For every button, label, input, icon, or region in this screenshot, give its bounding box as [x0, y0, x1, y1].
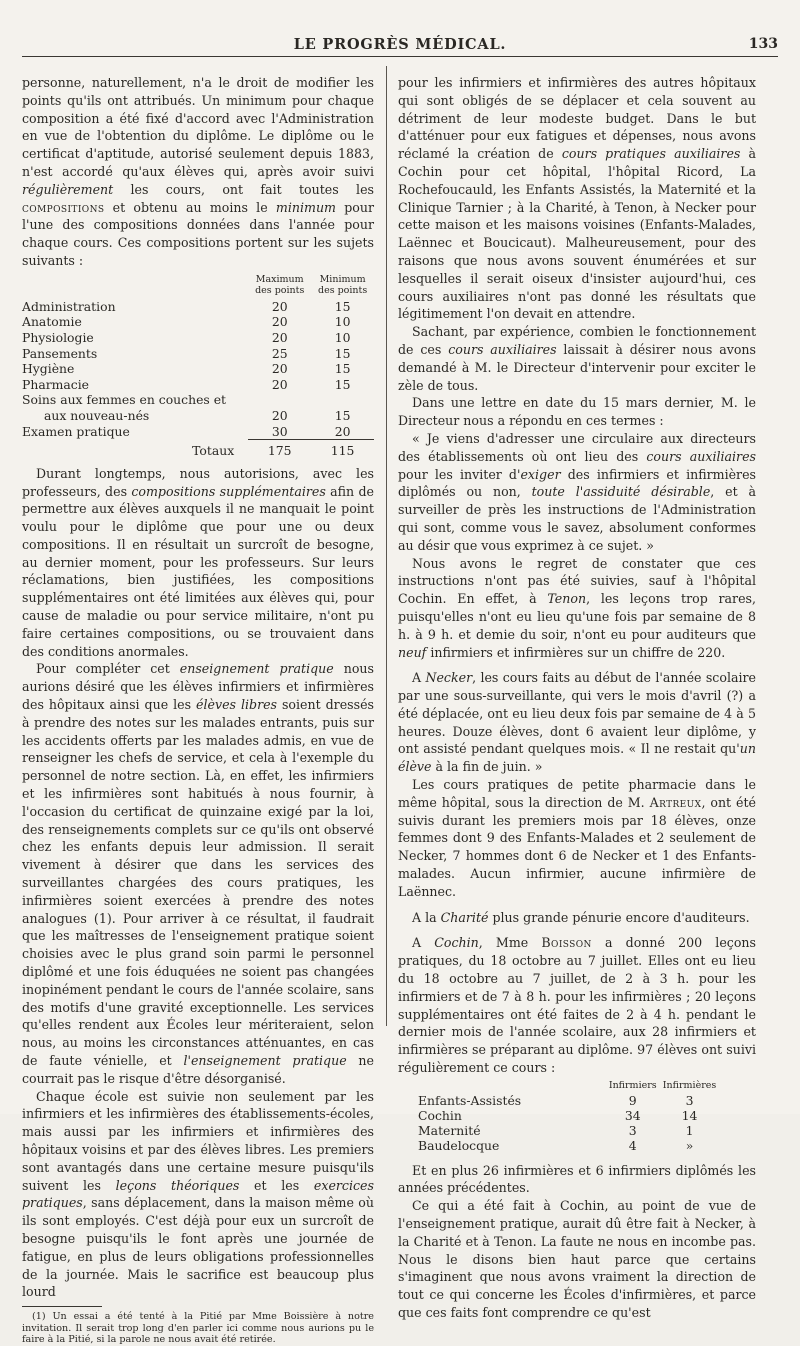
hospital-name: Cochin	[418, 1108, 462, 1124]
subjects-table	[22, 274, 374, 459]
text-run: , Mme	[478, 935, 542, 951]
text-run: , sans déplacement, dans la maison même où ils sont employés. C'est déjà pour eux un surcroît de besogne puisqu'ils le font après une journée de fatigue, en plus de leurs obligations professionnelles de la journée. Mais le sacrifice est beaucoup plus lourd	[22, 1195, 374, 1300]
min-points: 10	[334, 329, 351, 345]
text-run: A la	[412, 909, 441, 925]
page-header	[22, 28, 778, 57]
text-run: pour l'une des compositions données dans l'année pour chaque cours. Ces compositions portent sur les sujets suivants :	[22, 199, 374, 268]
hospital-name: Baudelocque	[418, 1138, 500, 1154]
table-row	[22, 424, 374, 440]
text-run: des infirmiers et infirmières diplômés ou non,	[398, 466, 756, 500]
paragraph	[22, 74, 374, 270]
emphasis: l'enseignement pratique	[183, 1053, 347, 1068]
totals-row	[22, 440, 374, 459]
infirmieres-count: 1	[685, 1123, 694, 1139]
paragraph	[398, 934, 756, 1076]
infirmieres-count: 3	[685, 1092, 694, 1108]
text-run: et les	[239, 1177, 314, 1193]
paragraph: Ce qui a été fait à Cochin, au point de vue de l'enseignement pratique, aurait dû être fait à Necker, à la Charité et à Tenon. La faute ne nous en incombe pas. Nous le disons bien haut parce que certains s'imaginent que nous avons vraiment la direction de tout ce qui concerne les Écoles d'infirmières, et parce que ces faits font comprendre ce qu'est	[398, 1198, 756, 1321]
table-row	[418, 1093, 718, 1108]
table-row	[418, 1108, 718, 1123]
text-run: Sachant, par expérience, combien le fonctionnement de ces	[398, 324, 756, 357]
text-run: a donné 200 leçons pratiques, du 18 octobre au 7 juillet. Elles ont eu lieu du 18 octobre au 7 juillet, de 2 à 3 h. pour les infirmiers et de 7 à 8 h. pour les infirmières ; 20 leçons supplémentaires ont été faites de 2 à 4 h. pendant le dernier mois de l'année scolaire, aux 28 infirmiers et infirmières se préparant au diplôme. 97 élèves ont suivi régulièrement ce cours :	[398, 935, 756, 1076]
emphasis: régulièrement	[22, 181, 114, 197]
text-run: plus grande pénurie encore d'auditeurs.	[488, 909, 750, 925]
table-row	[22, 330, 374, 346]
emphasis: Cochin	[434, 935, 479, 951]
paragraph	[398, 555, 756, 662]
text-run: et obtenu au moins le	[104, 199, 276, 215]
text-run: , les cours faits au début de l'année scolaire par une sous-surveillante, qui vers le mois d'avril (?) a été déplacée, ont eu lieu deux fois par semaine de 4 à 5 heures. Douze élèves, dont 6 avaient leur diplôme, y ont assisté pendant quelques mois. « Il ne restait qu'	[398, 670, 756, 757]
text-run: A	[412, 670, 426, 686]
text-run: , ont été suivis durant les premiers mois par 18 élèves, onze femmes dont 9 des Enfants-Malades et 2 seulement de Necker, 7 hommes dont 6 de Necker et 1 des Enfants-malades. Aucun infirmier, aucune infirmière de Laënnec.	[398, 794, 756, 899]
emphasis: Charité	[440, 909, 489, 925]
max-points: 20	[271, 298, 288, 314]
text-run: Les cours pratiques de petite pharmacie dans le même hôpital, sous la direction de M.	[398, 777, 756, 810]
emphasis: minimum	[275, 199, 336, 215]
text-run: , et à surveiller de près les instructions de l'Administration qui sont, comme vous le savez, absolument conformes au désir que vous exprimez à ce sujet. »	[398, 484, 756, 553]
journal-title: LE PROGRÈS MÉDICAL.	[293, 36, 507, 53]
text-run: Durant longtemps, nous autorisions, avec les professeurs, des	[22, 465, 374, 499]
column-header-max: Maximum des points	[255, 273, 305, 296]
infirmiers-count: 4	[628, 1138, 637, 1154]
subject-name: Pharmacie	[22, 376, 89, 392]
table-row	[22, 299, 374, 315]
text-run: , les leçons trop rares, puisqu'elles n'ont eu lieu qu'une fois par semaine de 8 h. à 9 h. et demie du soir, n'ont eu pour auditeurs que	[398, 591, 756, 642]
table-row	[22, 346, 374, 362]
text-run: ne courrait pas le risque d'être désorganisé.	[22, 1053, 374, 1086]
table-row	[22, 377, 374, 393]
min-points: 15	[334, 376, 351, 392]
emphasis: toute l'assiduité désirable	[531, 484, 711, 500]
min-points: 10	[334, 314, 351, 330]
text-run: A	[412, 935, 435, 951]
infirmieres-count: »	[685, 1138, 694, 1154]
infirmiers-count: 34	[624, 1108, 641, 1124]
small-caps-text: Boisson	[541, 935, 592, 951]
column-header-infirmieres: Infirmières	[662, 1079, 717, 1091]
hospital-name: Enfants-Assistés	[418, 1092, 522, 1108]
total-min: 115	[311, 440, 374, 459]
emphasis: exiger	[520, 466, 561, 482]
emphasis: un élève	[398, 741, 756, 775]
total-max: 175	[248, 440, 311, 459]
max-points: 20	[271, 329, 288, 345]
attendance-table	[418, 1079, 718, 1154]
emphasis: leçons théoriques	[115, 1177, 240, 1193]
emphasis: Tenon	[547, 591, 587, 607]
subject-name: Soins aux femmes en couches et	[22, 392, 227, 408]
infirmiers-count: 9	[628, 1092, 637, 1108]
emphasis: cours auxiliaires	[448, 341, 557, 357]
infirmieres-count: 14	[681, 1108, 698, 1124]
column-header-min: Minimum des points	[317, 273, 368, 296]
subject-name: Administration	[22, 298, 116, 314]
paragraph	[398, 909, 756, 927]
emphasis: cours auxiliaires	[646, 448, 756, 464]
emphasis: enseignement pratique	[179, 661, 334, 677]
table-row	[22, 361, 374, 377]
max-points: 20	[271, 407, 288, 423]
emphasis: Necker	[425, 670, 473, 686]
text-run: à la fin de juin. »	[431, 759, 543, 775]
infirmiers-count: 3	[628, 1123, 637, 1139]
paragraph	[22, 660, 374, 1087]
min-points: 15	[334, 361, 351, 377]
max-points: 20	[271, 361, 288, 377]
max-points: 20	[271, 314, 288, 330]
page-number: 133	[748, 36, 778, 52]
text-run: Pour compléter cet	[36, 661, 180, 677]
subject-name: Anatomie	[22, 314, 82, 330]
text-run: infirmiers et infirmières sur un chiffre de 220.	[426, 644, 726, 660]
hospital-name: Maternité	[418, 1123, 481, 1139]
text-run: laissait à désirer nous avons demandé à M. le Directeur d'intervenir pour exciter le zèle de tous.	[398, 341, 757, 393]
table-row	[22, 392, 374, 408]
subject-name: Pansements	[22, 345, 98, 361]
text-run: à Cochin pour cet hôpital, l'hôpital Ricord, La Rochefoucauld, les Enfants Assistés, la Maternité et la Clinique Tarnier ; à la Charité, à Tenon, à Necker pour cette maison et les maisons voisines (Enfants-Malades, Laënnec et Boucicaut). Malheureusement, pour des raisons que nous avons souvent énumérées et sur lesquelles il serait oiseux d'insister aujourd'hui, ces cours auxiliaires n'ont pas donné les résultats que légitimement l'on devait en attendre.	[398, 146, 756, 322]
min-points: 20	[334, 423, 351, 439]
paragraph: Dans une lettre en date du 15 mars dernier, M. le Directeur nous a répondu en ces termes :	[398, 395, 756, 429]
left-column	[22, 74, 374, 1346]
emphasis: neuf	[398, 644, 427, 660]
table-row	[418, 1138, 718, 1153]
paragraph	[398, 323, 756, 394]
paragraph: Et en plus 26 infirmières et 6 infirmiers diplômés les années précédentes.	[398, 1162, 756, 1196]
paragraph	[398, 776, 756, 901]
emphasis: exercices pratiques	[22, 1177, 374, 1211]
text-run: nous aurions désiré que les élèves infirmiers et infirmières des hôpitaux ainsi que les	[22, 661, 374, 713]
text-run: pour les infirmiers et infirmières des autres hôpitaux qui sont obligés de se déplacer et cela souvent au détriment de leur modeste budget. Dans le but d'atténuer pour eux fatigues et dépenses, nous avons réclamé la création de	[398, 75, 756, 162]
max-points: 20	[271, 376, 288, 392]
quoted-paragraph	[398, 430, 756, 555]
column-header-infirmiers: Infirmiers	[608, 1079, 657, 1091]
paragraph	[22, 1088, 374, 1302]
table-row	[22, 314, 374, 330]
table-row	[22, 408, 374, 424]
text-run: « Je viens d'adresser une circulaire aux directeurs des établissements où ont lieu des	[398, 430, 756, 464]
max-points: 30	[271, 423, 288, 439]
paragraph	[398, 669, 756, 776]
min-points: 15	[334, 298, 351, 314]
emphasis: cours pratiques auxiliaires	[561, 146, 741, 162]
subject-name: Examen pratique	[22, 424, 130, 440]
small-caps-text: compositions	[22, 199, 105, 215]
small-caps-text: Artreux	[649, 794, 702, 810]
text-run: Chaque école est suivie non seulement par les infirmiers et les infirmières des établissements-écoles, mais aussi par les infirmiers et infirmières des hôpitaux voisins et par des élèves libres. Les premiers sont avantagés dans une certaine mesure puisqu'ils suivent les	[22, 1088, 374, 1193]
text-run: soient dressés à prendre des notes sur les malades entrants, puis sur les accidents offerts par les malades admis, en vue de renseigner les chefs de service, et cela à l'exemple du personnel de notre section. Là, en effet, les infirmiers et les infirmières sont habitués à nous fournir, à l'occasion du certificat de quinzaine exigé par la loi, des renseignements complets sur ce qu'ils ont observé chez les enfants depuis leur admission. Il serait vivement à désirer que dans les services des surveillantes chargées des cours pratiques, les infirmières soient exercées à prendre des notes analogues (1). Pour arriver à ce résultat, il faudrait que les maîtresses de l'enseignement pratique soient choisies avec le plus grand soin parmi le personnel diplômé et une fois éduquées ne soient pas changées inopinément pendant le cours de l'année scolaire, sans des motifs d'une gravité exceptionnelle. Les services qu'elles rendent aux Écoles leur mériteraient, selon nous, au moins les circonstances atténuantes, en cas de faute vénielle, et	[22, 697, 374, 1068]
emphasis: compositions supplémentaires	[131, 483, 326, 499]
text-run: Nous avons le regret de constater que ces instructions n'ont pas été suivies, sauf à l'hôpital Cochin. En effet, à	[398, 555, 756, 607]
text-run: personne, naturellement, n'a le droit de modifier les points qu'ils ont attribués. Un minimum pour chaque composition a été fixé d'accord avec l'Administration en vue de l'obtention du diplôme. Le diplôme ou le certificat d'aptitude, autorisé seulement depuis 1883, n'est accordé qu'aux élèves qui, après avoir suivi	[22, 75, 374, 179]
footnote-rule	[22, 1306, 102, 1307]
text-run: pour les inviter d'	[398, 466, 521, 482]
subject-name: Hygiène	[22, 361, 75, 377]
max-points: 25	[271, 345, 288, 361]
subject-name: aux nouveau-nés	[44, 407, 150, 423]
right-column	[398, 74, 756, 1322]
column-divider	[386, 66, 387, 1026]
emphasis: élèves libres	[196, 697, 278, 713]
table-row	[418, 1123, 718, 1138]
subject-name: Physiologie	[22, 329, 94, 345]
text-run: afin de permettre aux élèves auxquels il ne manquait le point voulu pour le diplôme que pour une ou deux compositions. Il en résultait un surcroît de besogne, au dernier moment, pour les professeurs. Sur leurs réclamations, bien justifiées, les compositions supplémentaires ont été limitées aux élèves qui, pour cause de maladie ou pour service militaire, n'ont pu faire certaines compositions, ou se trouvaient dans des conditions anormales.	[22, 483, 374, 659]
min-points: 15	[334, 345, 351, 361]
footnote: (1) Un essai a été tenté à la Pitié par Mme Boissière à notre invitation. Il serait trop long d'en parler ici comme nous aurions pu le faire à la Pitié, si la parole ne nous avait été retirée.	[22, 1311, 374, 1346]
min-points: 15	[334, 407, 351, 423]
totals-label: Totaux	[192, 443, 235, 459]
text-run: les cours, ont fait toutes les	[113, 181, 374, 197]
paragraph	[398, 74, 756, 323]
paragraph	[22, 465, 374, 661]
